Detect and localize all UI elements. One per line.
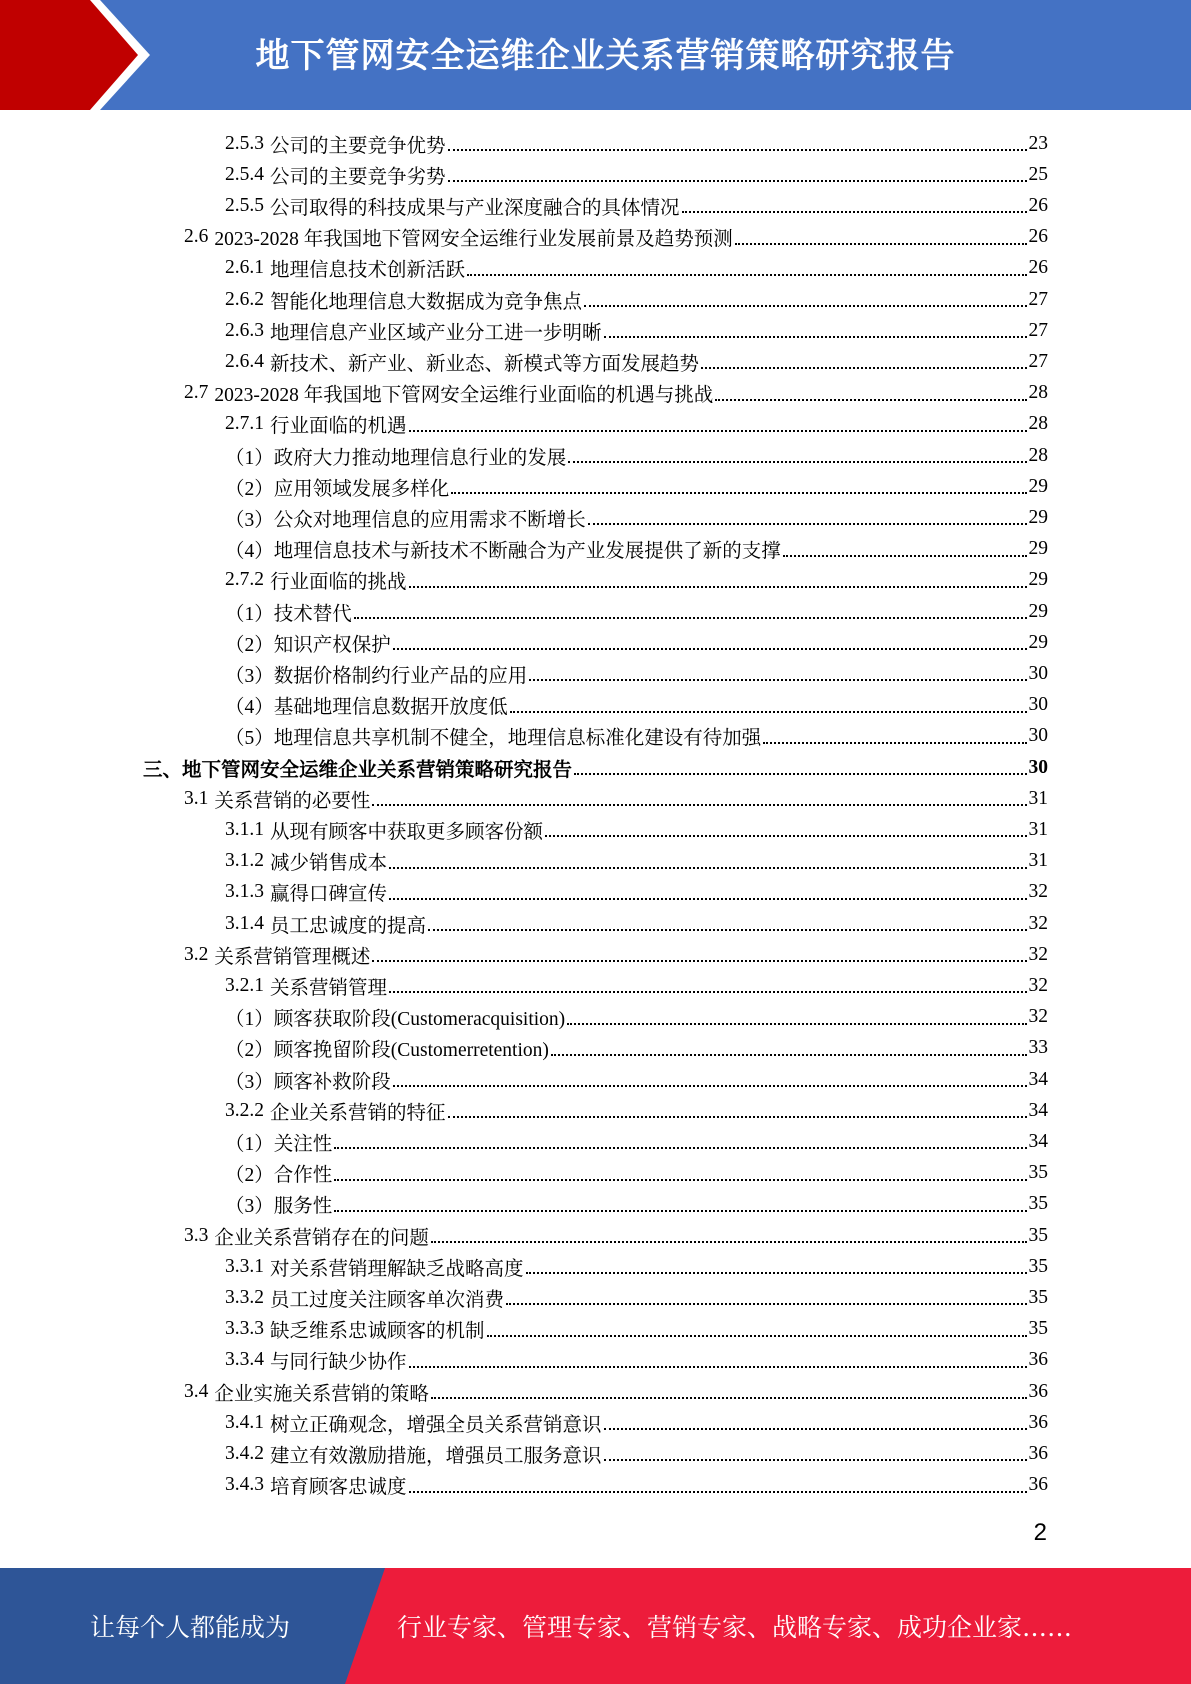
toc-entry[interactable] [225, 1064, 1048, 1095]
footer-slogan-left: 让每个人都能成为 [89, 1613, 290, 1642]
toc-dot-leader [529, 678, 1026, 681]
toc-entry-number: 3.1.3 [225, 881, 264, 903]
toc-entry-page: 31 [1028, 850, 1048, 872]
toc-entry-title: 技术替代 [273, 603, 352, 625]
toc-entry[interactable] [225, 627, 1048, 658]
toc-entry[interactable] [225, 877, 1048, 908]
toc-entry-number: 3.4 [184, 1380, 209, 1402]
footer-slogan-right: 行业专家、管理专家、营销专家、战略专家、成功企业家…… [397, 1613, 1073, 1642]
toc-entry-title: 政府大力推动地理信息行业的发展 [273, 447, 567, 469]
toc-entry-title: 地下管网安全运维企业关系营销策略研究报告 [182, 759, 573, 781]
toc-entry-page: 29 [1028, 600, 1048, 622]
toc-entry-page: 26 [1028, 257, 1048, 279]
toc-dot-leader [409, 429, 1027, 432]
toc-entry-number: 2.6 [184, 226, 209, 248]
toc-entry-number: （2） [225, 1040, 274, 1062]
toc-dot-leader [409, 1490, 1027, 1493]
page-number: 2 [1033, 1519, 1047, 1546]
toc-entry-number: 3.4.3 [225, 1474, 264, 1496]
toc-dot-leader [334, 1146, 1026, 1149]
toc-entry-title: 行业面临的挑战 [270, 572, 407, 594]
toc-entry-page: 34 [1028, 1130, 1048, 1152]
toc-dot-leader [568, 460, 1026, 463]
toc-entry[interactable] [225, 534, 1048, 565]
toc-entry-page: 25 [1028, 163, 1048, 185]
toc-dot-leader [604, 335, 1027, 338]
toc-entry-number: （1） [225, 1009, 274, 1031]
toc-entry[interactable] [225, 690, 1048, 721]
toc-entry-number: 2.5.4 [225, 163, 264, 185]
toc-entry-page: 26 [1028, 194, 1048, 216]
toc-dot-leader [372, 959, 1026, 962]
toc-dot-leader [451, 491, 1026, 494]
toc-dot-leader [428, 928, 1026, 931]
toc-entry[interactable] [225, 721, 1048, 752]
toc-entry-title: 新技术、新产业、新业态、新模式等方面发展趋势 [270, 353, 700, 375]
toc-entry-page: 33 [1028, 1037, 1048, 1059]
toc-dot-leader [487, 1334, 1027, 1337]
page-header [0, 0, 1191, 110]
toc-dot-leader [389, 866, 1026, 869]
toc-entry-number: 3.4.2 [225, 1442, 264, 1464]
toc-entry-number: （2） [225, 1165, 274, 1187]
toc-entry-page: 35 [1028, 1193, 1048, 1215]
toc-dot-leader [567, 1022, 1026, 1025]
toc-entry-page: 30 [1028, 725, 1048, 747]
toc-entry-number: 2.6.4 [225, 350, 264, 372]
toc-entry-title: 对关系营销理解缺乏战略高度 [270, 1258, 524, 1280]
toc-entry[interactable] [225, 1407, 1048, 1438]
toc-entry[interactable] [225, 159, 1048, 190]
toc-entry-title: 知识产权保护 [273, 634, 391, 656]
header-chevron-decoration [0, 0, 160, 110]
toc-entry-page: 29 [1028, 631, 1048, 653]
toc-entry-number: 3.1.2 [225, 850, 264, 872]
toc-entry-page: 35 [1028, 1162, 1048, 1184]
toc-entry-title: 树立正确观念，增强全员关系营销意识 [270, 1414, 602, 1436]
toc-entry-number: 2.7 [184, 382, 209, 404]
toc-entry-number: 3.1.1 [225, 818, 264, 840]
toc-entry-number: （3） [225, 1196, 274, 1218]
toc-entry-title: 地理信息技术创新活跃 [270, 260, 466, 282]
toc-entry-number: （3） [225, 1071, 274, 1093]
toc-entry-number: 3.3.3 [225, 1318, 264, 1340]
toc-entry-number: （1） [225, 1133, 274, 1155]
toc-entry[interactable] [225, 814, 1048, 845]
toc-entry-title: 应用领域发展多样化 [273, 478, 450, 500]
toc-entry-number: 2.6.2 [225, 288, 264, 310]
toc-entry-title: 企业实施关系营销的策略 [214, 1383, 429, 1405]
toc-entry-title: 基础地理信息数据开放度低 [273, 697, 508, 719]
toc-entry-page: 32 [1028, 943, 1048, 965]
toc-entry[interactable] [225, 1126, 1048, 1157]
toc-dot-leader [604, 1458, 1027, 1461]
toc-entry[interactable] [225, 284, 1048, 315]
toc-entry[interactable] [225, 346, 1048, 377]
toc-entry-number: 3.3 [184, 1224, 209, 1246]
toc-entry-title: 关系营销管理概述 [214, 946, 371, 968]
toc-dot-leader [448, 148, 1027, 151]
toc-dot-leader [604, 1427, 1027, 1430]
toc-dot-leader [588, 522, 1027, 525]
toc-entry-number: （4） [225, 541, 274, 563]
toc-entry-page: 36 [1028, 1442, 1048, 1464]
toc-dot-leader [448, 179, 1027, 182]
toc-dot-leader [682, 210, 1027, 213]
toc-entry-page: 23 [1028, 132, 1048, 154]
toc-entry[interactable] [225, 1095, 1048, 1126]
toc-entry[interactable] [225, 1189, 1048, 1220]
toc-entry-number: 3.2.1 [225, 974, 264, 996]
toc-dot-leader [526, 1271, 1027, 1274]
toc-entry-number: （3） [225, 509, 274, 531]
toc-entry-page: 29 [1028, 506, 1048, 528]
toc-entry[interactable] [225, 908, 1048, 939]
toc-entry[interactable] [225, 502, 1048, 533]
toc-entry[interactable] [225, 1251, 1048, 1282]
toc-entry[interactable] [184, 939, 1048, 970]
toc-entry-number: 三、 [143, 759, 183, 781]
toc-entry-number: （1） [225, 603, 274, 625]
toc-entry-number: （5） [225, 728, 274, 750]
toc-entry-title: 公司取得的科技成果与产业深度融合的具体情况 [270, 197, 680, 219]
toc-entry-number: （2） [225, 634, 274, 656]
toc-dot-leader [393, 647, 1027, 650]
toc-dot-leader [354, 616, 1027, 619]
toc-entry-title: 智能化地理信息大数据成为竞争焦点 [270, 291, 583, 313]
toc-entry-title: 企业关系营销的特征 [270, 1102, 446, 1124]
toc-entry-page: 32 [1028, 1006, 1048, 1028]
toc-entry-number: （3） [225, 665, 274, 687]
toc-dot-leader [334, 1178, 1026, 1181]
toc-entry[interactable] [184, 1220, 1048, 1251]
toc-entry[interactable] [225, 440, 1048, 471]
toc-entry-page: 29 [1028, 569, 1048, 591]
toc-entry-page: 36 [1028, 1474, 1048, 1496]
toc-entry-number: 3.2.2 [225, 1099, 264, 1121]
toc-entry[interactable] [225, 1002, 1048, 1033]
toc-entry[interactable] [225, 1158, 1048, 1189]
toc-entry-number: 2.5.5 [225, 194, 264, 216]
toc-entry-page: 36 [1028, 1349, 1048, 1371]
toc-entry-title: 缺乏维系忠诚顾客的机制 [270, 1321, 485, 1343]
toc-entry-page: 35 [1028, 1318, 1048, 1340]
toc-dot-leader [545, 834, 1026, 837]
toc-entry[interactable] [225, 1282, 1048, 1313]
toc-dot-leader [409, 585, 1027, 588]
toc-entry-page: 32 [1028, 881, 1048, 903]
toc-entry-title: 减少销售成本 [270, 853, 388, 875]
toc-entry-page: 35 [1028, 1224, 1048, 1246]
toc-dot-leader [783, 554, 1027, 557]
toc-entry-page: 35 [1028, 1255, 1048, 1277]
toc-entry-title: 地理信息共享机制不健全，地理信息标准化建设有待加强 [273, 728, 762, 750]
toc-entry-number: 3.1 [184, 787, 209, 809]
toc-entry-title: 公司的主要竞争劣势 [270, 166, 446, 188]
toc-entry-title: 合作性 [273, 1165, 333, 1187]
toc-entry[interactable] [225, 1470, 1048, 1501]
toc-entry[interactable] [225, 471, 1048, 502]
toc-entry[interactable] [184, 783, 1048, 814]
toc-entry-page: 28 [1028, 444, 1048, 466]
toc-entry[interactable] [225, 1314, 1048, 1345]
toc-entry-page: 30 [1028, 756, 1048, 778]
toc-entry-number: 3.3.2 [225, 1286, 264, 1308]
toc-entry-title: 服务性 [273, 1196, 333, 1218]
toc-entry-title: 赢得口碑宣传 [270, 884, 388, 906]
toc-entry-title: 公众对地理信息的应用需求不断增长 [273, 509, 586, 531]
toc-entry-title: 2023-2028 年我国地下管网安全运维行业发展前景及趋势预测 [214, 229, 733, 251]
toc-dot-leader [510, 710, 1027, 713]
toc-entry-page: 35 [1028, 1286, 1048, 1308]
toc-entry[interactable] [225, 1345, 1048, 1376]
toc-entry-title: 员工过度关注顾客单次消费 [270, 1289, 505, 1311]
page-footer [0, 1568, 1191, 1684]
toc-entry-number: （4） [225, 697, 274, 719]
toc-entry[interactable] [184, 378, 1048, 409]
toc-dot-leader [389, 990, 1026, 993]
toc-entry-title: 地理信息产业区域产业分工进一步明晰 [270, 322, 602, 344]
toc-entry-page: 27 [1028, 350, 1048, 372]
toc-dot-leader [393, 1084, 1027, 1087]
toc-entry[interactable] [225, 596, 1048, 627]
toc-entry-title: 关系营销的必要性 [214, 790, 371, 812]
toc-dot-leader [409, 1365, 1027, 1368]
toc-dot-leader [448, 1115, 1027, 1118]
toc-entry-title: 企业关系营销存在的问题 [214, 1227, 429, 1249]
toc-entry[interactable] [225, 315, 1048, 346]
toc-entry-page: 32 [1028, 974, 1048, 996]
toc-entry[interactable] [225, 409, 1048, 440]
toc-entry-title: 行业面临的机遇 [270, 416, 407, 438]
toc-entry-title: 顾客获取阶段(Customeracquisition) [273, 1009, 566, 1031]
toc-entry[interactable] [225, 970, 1048, 1001]
toc-entry-page: 34 [1028, 1068, 1048, 1090]
toc-entry-page: 31 [1028, 818, 1048, 840]
toc-entry-page: 29 [1028, 538, 1048, 560]
toc-entry[interactable] [225, 846, 1048, 877]
toc-entry-number: 3.3.4 [225, 1349, 264, 1371]
toc-entry-page: 28 [1028, 382, 1048, 404]
toc-entry-title: 数据价格制约行业产品的应用 [273, 665, 528, 687]
toc-entry-page: 30 [1028, 694, 1048, 716]
toc-dot-leader [701, 366, 1026, 369]
toc-entry-title: 从现有顾客中获取更多顾客份额 [270, 821, 544, 843]
toc-entry-title: 员工忠诚度的提高 [270, 915, 427, 937]
toc-entry[interactable] [225, 1438, 1048, 1469]
toc-entry-number: 2.7.2 [225, 569, 264, 591]
toc-entry-title: 公司的主要竞争优势 [270, 135, 446, 157]
toc-dot-leader [372, 803, 1026, 806]
toc-dot-leader [551, 1053, 1027, 1056]
toc-entry-title: 顾客补救阶段 [273, 1071, 391, 1093]
toc-entry-title: 2023-2028 年我国地下管网安全运维行业面临的机遇与挑战 [214, 385, 714, 407]
toc-dot-leader [506, 1302, 1026, 1305]
toc-entry[interactable] [225, 253, 1048, 284]
toc-entry-page: 26 [1028, 226, 1048, 248]
toc-entry-title: 关系营销管理 [270, 977, 388, 999]
toc-dot-leader [574, 772, 1026, 775]
toc-dot-leader [467, 273, 1026, 276]
toc-entry-title: 顾客挽留阶段(Customerretention) [273, 1040, 549, 1062]
toc-entry-number: 2.5.3 [225, 132, 264, 154]
toc-entry[interactable] [225, 1033, 1048, 1064]
toc-dot-leader [715, 398, 1026, 401]
toc-entry-page: 27 [1028, 319, 1048, 341]
toc-entry[interactable] [225, 658, 1048, 689]
toc-dot-leader [584, 304, 1026, 307]
toc-entry-number: 3.1.4 [225, 912, 264, 934]
toc-entry-number: （2） [225, 478, 274, 500]
toc-dot-leader [735, 242, 1027, 245]
toc-entry[interactable] [184, 222, 1048, 253]
toc-entry[interactable] [225, 565, 1048, 596]
toc-entry-title: 地理信息技术与新技术不断融合为产业发展提供了新的支撑 [273, 541, 781, 563]
toc-dot-leader [431, 1240, 1027, 1243]
toc-entry-page: 36 [1028, 1411, 1048, 1433]
toc-dot-leader [763, 741, 1026, 744]
toc-entry-page: 34 [1028, 1099, 1048, 1121]
toc-dot-leader [389, 897, 1026, 900]
toc-entry-number: 3.4.1 [225, 1411, 264, 1433]
toc-entry-page: 29 [1028, 475, 1048, 497]
toc-entry-title: 培育顾客忠诚度 [270, 1477, 407, 1499]
toc-entry-title: 关注性 [273, 1133, 333, 1155]
toc-entry-page: 31 [1028, 787, 1048, 809]
toc-entry-page: 36 [1028, 1380, 1048, 1402]
toc-dot-leader [431, 1396, 1027, 1399]
toc-entry[interactable] [225, 190, 1048, 221]
toc-entry-page: 27 [1028, 288, 1048, 310]
document-title: 地下管网安全运维企业关系营销策略研究报告 [255, 35, 956, 76]
toc-entry-title: 与同行缺少协作 [270, 1352, 407, 1374]
toc-entry-page: 30 [1028, 662, 1048, 684]
toc-entry-title: 建立有效激励措施，增强员工服务意识 [270, 1445, 602, 1467]
toc-entry-page: 28 [1028, 413, 1048, 435]
toc-entry[interactable] [184, 1376, 1048, 1407]
toc-entry-number: 3.3.1 [225, 1255, 264, 1277]
toc-entry-number: 2.6.1 [225, 257, 264, 279]
toc-entry-page: 32 [1028, 912, 1048, 934]
toc-entry[interactable] [143, 752, 1048, 783]
toc-entry-number: （1） [225, 447, 274, 469]
toc-entry-number: 2.7.1 [225, 413, 264, 435]
toc-entry-number: 3.2 [184, 943, 209, 965]
toc-dot-leader [334, 1209, 1026, 1212]
toc-entry-number: 2.6.3 [225, 319, 264, 341]
toc-entry[interactable] [225, 128, 1048, 159]
